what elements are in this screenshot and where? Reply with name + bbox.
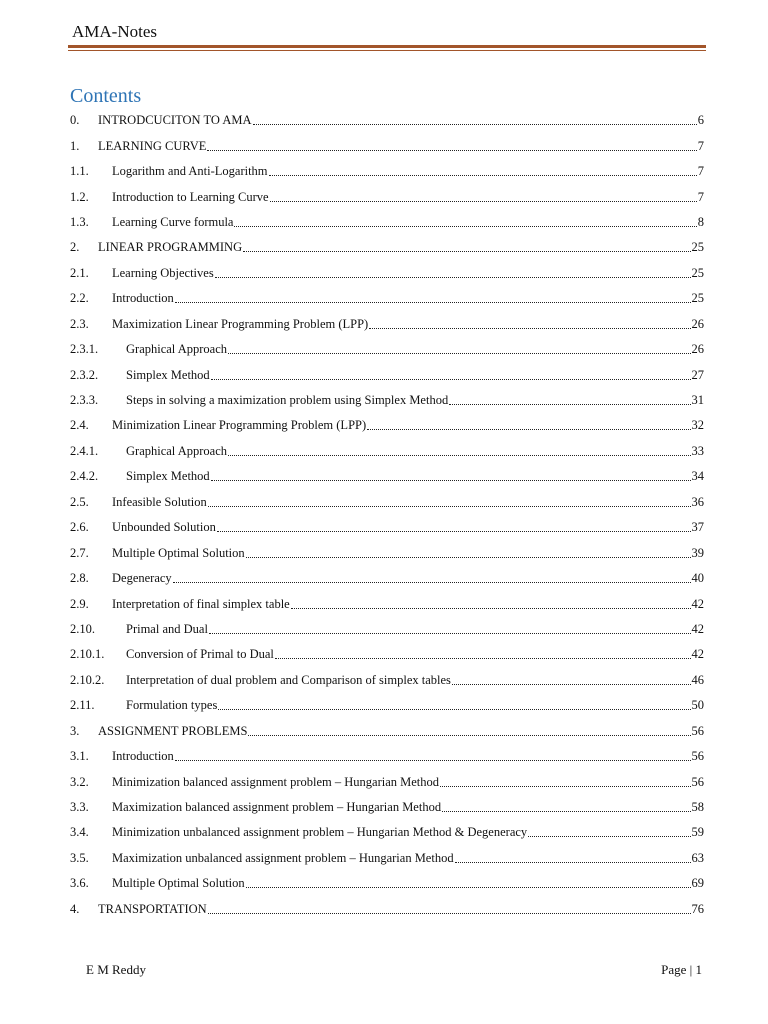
toc-entry-page[interactable]: 69	[691, 876, 704, 891]
header-title: AMA-Notes	[72, 22, 157, 41]
toc-dot-leader	[269, 175, 697, 176]
toc-entry-number: 3.2.	[70, 774, 89, 789]
toc-entry-number: 2.9.	[70, 596, 89, 611]
toc-entry-page[interactable]: 63	[691, 850, 704, 865]
toc-entry-title[interactable]: Learning Objectives	[112, 265, 214, 280]
toc-entry-number: 2.10.2.	[70, 672, 105, 687]
toc-entry-title[interactable]: Maximization balanced assignment problem – Hungarian Method	[112, 800, 442, 815]
toc-entry[interactable]	[70, 617, 704, 642]
toc-dot-leader	[275, 658, 691, 659]
toc-dot-leader	[217, 531, 691, 532]
toc-entry[interactable]	[70, 719, 704, 744]
toc-entry-number: 2.1.	[70, 265, 89, 280]
toc-dot-leader	[208, 506, 691, 507]
toc-entry-number: 4.	[70, 901, 80, 916]
toc-entry-page[interactable]: 8	[697, 214, 704, 229]
toc-dot-leader	[234, 226, 696, 227]
toc-entry[interactable]	[70, 159, 704, 184]
toc-dot-leader	[270, 201, 697, 202]
contents-heading: Contents	[70, 85, 142, 107]
toc-entry-title[interactable]: Graphical Approach	[126, 342, 228, 357]
toc-entry-page[interactable]: 7	[697, 189, 704, 204]
toc-entry-title[interactable]: Simplex Method	[126, 367, 210, 382]
header-rule-thin	[68, 50, 706, 51]
footer-author: E M Reddy	[86, 962, 146, 977]
toc-entry-number: 2.4.2.	[70, 469, 99, 484]
toc-dot-leader	[369, 328, 690, 329]
toc-entry-title[interactable]: Minimization Linear Programming Problem (LPP)	[112, 418, 367, 433]
toc-entry-title[interactable]: Minimization balanced assignment problem – Hungarian Method	[112, 774, 440, 789]
toc-entry-title[interactable]: Interpretation of final simplex table	[112, 596, 290, 611]
toc-entry[interactable]	[70, 540, 704, 565]
toc-entry-title[interactable]: LINEAR PROGRAMMING	[98, 240, 243, 255]
toc-dot-leader	[452, 684, 691, 685]
toc-entry-page[interactable]: 42	[691, 596, 704, 611]
toc-entry-number: 2.5.	[70, 494, 89, 509]
toc-dot-leader	[209, 633, 691, 634]
toc-entry-page[interactable]: 76	[691, 901, 704, 916]
toc-entry-page[interactable]: 56	[691, 723, 704, 738]
toc-entry[interactable]	[70, 108, 704, 133]
toc-entry[interactable]	[70, 286, 704, 311]
toc-entry-title[interactable]: Steps in solving a maximization problem using Simplex Method	[126, 393, 449, 408]
toc-entry-title[interactable]: Multiple Optimal Solution	[112, 545, 245, 560]
toc-entry[interactable]	[70, 897, 704, 922]
toc-entry-page[interactable]: 25	[691, 265, 704, 280]
toc-entry-page[interactable]: 25	[691, 291, 704, 306]
toc-dot-leader	[208, 913, 691, 914]
toc-entry-number: 2.2.	[70, 291, 89, 306]
toc-entry-title[interactable]: Formulation types	[126, 698, 218, 713]
toc-entry-number: 3.	[70, 723, 80, 738]
toc-entry[interactable]	[70, 668, 704, 693]
toc-entry-page[interactable]: 58	[691, 800, 704, 815]
toc-entry-title[interactable]: Graphical Approach	[126, 443, 228, 458]
toc-entry-title[interactable]: Learning Curve formula	[112, 214, 234, 229]
toc-dot-leader	[455, 862, 691, 863]
toc-entry-page[interactable]: 27	[691, 367, 704, 382]
toc-entry-page[interactable]: 26	[691, 342, 704, 357]
toc-entry-page[interactable]: 56	[691, 774, 704, 789]
toc-entry[interactable]	[70, 312, 704, 337]
toc-dot-leader	[291, 608, 691, 609]
toc-entry-title[interactable]: Interpretation of dual problem and Comparison of simplex tables	[126, 672, 451, 687]
toc-dot-leader	[248, 735, 690, 736]
toc-entry[interactable]	[70, 693, 704, 718]
toc-entry-number: 2.	[70, 240, 80, 255]
toc-entry[interactable]	[70, 490, 704, 515]
toc-entry-page[interactable]: 39	[691, 545, 704, 560]
toc-entry-title[interactable]: Maximization unbalanced assignment problem – Hungarian Method	[112, 850, 454, 865]
toc-dot-leader	[218, 709, 690, 710]
toc-entry-number: 0.	[70, 113, 80, 128]
toc-dot-leader	[215, 277, 691, 278]
header-rule	[68, 45, 706, 48]
toc-entry-title[interactable]: Minimization unbalanced assignment problem – Hungarian Method & Degeneracy	[112, 825, 528, 840]
toc-entry[interactable]	[70, 388, 704, 413]
toc-entry-page[interactable]: 46	[691, 672, 704, 687]
toc-entry[interactable]	[70, 184, 704, 209]
toc-entry-number: 2.3.	[70, 316, 89, 331]
toc-entry-title[interactable]: Introduction	[112, 291, 174, 306]
toc-entry-title[interactable]: Multiple Optimal Solution	[112, 876, 245, 891]
toc-entry-title[interactable]: Introduction to Learning Curve	[112, 189, 269, 204]
toc-entry-number: 2.10.1.	[70, 647, 105, 662]
toc-entry-number: 1.2.	[70, 189, 89, 204]
toc-entry-number: 2.10.	[70, 621, 95, 636]
toc-entry-page[interactable]: 25	[691, 240, 704, 255]
toc-entry-number: 3.1.	[70, 749, 89, 764]
toc-entry[interactable]	[70, 133, 704, 158]
toc-entry-title[interactable]: Primal and Dual	[126, 621, 208, 636]
toc-entry-number: 2.4.	[70, 418, 89, 433]
toc-entry-page[interactable]: 59	[691, 825, 704, 840]
toc-entry-number: 2.6.	[70, 520, 89, 535]
toc-entry[interactable]	[70, 566, 704, 591]
toc-entry[interactable]	[70, 439, 704, 464]
toc-dot-leader	[246, 557, 691, 558]
toc-entry-page[interactable]: 34	[691, 469, 704, 484]
toc-entry-number: 3.3.	[70, 800, 89, 815]
toc-entry-number: 3.6.	[70, 876, 89, 891]
toc-dot-leader	[211, 480, 691, 481]
toc-entry-title[interactable]: Unbounded Solution	[112, 520, 216, 535]
toc-entry-page[interactable]: 32	[691, 418, 704, 433]
toc-dot-leader	[175, 760, 691, 761]
toc-entry-page[interactable]: 36	[691, 494, 704, 509]
toc-dot-leader	[253, 124, 697, 125]
toc-dot-leader	[246, 887, 691, 888]
toc-entry[interactable]	[70, 744, 704, 769]
toc-entry-title[interactable]: Simplex Method	[126, 469, 210, 484]
toc-entry[interactable]	[70, 337, 704, 362]
toc-entry-page[interactable]: 6	[697, 113, 704, 128]
toc-entry[interactable]	[70, 769, 704, 794]
toc-entry[interactable]	[70, 235, 704, 260]
toc-dot-leader	[440, 786, 690, 787]
toc-dot-leader	[207, 150, 696, 151]
toc-entry-page[interactable]: 7	[697, 138, 704, 153]
toc-entry[interactable]	[70, 871, 704, 896]
toc-entry[interactable]	[70, 515, 704, 540]
toc-dot-leader	[228, 353, 690, 354]
toc-entry-number: 1.3.	[70, 214, 89, 229]
toc-entry-title[interactable]: Infeasible Solution	[112, 494, 207, 509]
toc-entry-number: 2.3.1.	[70, 342, 99, 357]
toc-entry-number: 2.8.	[70, 571, 89, 586]
toc-dot-leader	[449, 404, 690, 405]
toc-entry-number: 1.	[70, 138, 80, 153]
toc-entry-title[interactable]: TRANSPORTATION	[98, 901, 207, 916]
toc-entry[interactable]	[70, 795, 704, 820]
toc-entry-page[interactable]: 31	[691, 393, 704, 408]
footer-page-number: Page | 1	[661, 962, 702, 977]
toc-entry-number: 2.3.2.	[70, 367, 99, 382]
toc-entry-number: 2.4.1.	[70, 443, 99, 458]
toc-entry[interactable]	[70, 362, 704, 387]
toc-dot-leader	[173, 582, 691, 583]
toc-entry-title[interactable]: Degeneracy	[112, 571, 172, 586]
toc-entry-page[interactable]: 56	[691, 749, 704, 764]
toc-entry-page[interactable]: 42	[691, 621, 704, 636]
toc-entry[interactable]	[70, 413, 704, 438]
toc-entry-number: 3.5.	[70, 850, 89, 865]
toc-dot-leader	[367, 429, 690, 430]
toc-entry-number: 2.7.	[70, 545, 89, 560]
toc-dot-leader	[175, 302, 691, 303]
toc-entry-title[interactable]: Introduction	[112, 749, 174, 764]
toc-entry[interactable]	[70, 464, 704, 489]
toc-entry-page[interactable]: 26	[691, 316, 704, 331]
toc-dot-leader	[528, 836, 690, 837]
toc-entry[interactable]	[70, 642, 704, 667]
toc-dot-leader	[228, 455, 690, 456]
toc-entry[interactable]	[70, 210, 704, 235]
table-of-contents	[70, 108, 704, 922]
toc-entry-page[interactable]: 40	[691, 571, 704, 586]
toc-entry[interactable]	[70, 591, 704, 616]
toc-entry-title[interactable]: ASSIGNMENT PROBLEMS	[98, 723, 248, 738]
toc-entry[interactable]	[70, 820, 704, 845]
toc-entry[interactable]	[70, 261, 704, 286]
toc-entry[interactable]	[70, 846, 704, 871]
toc-entry-title[interactable]: INTRODCUCITON TO AMA	[98, 113, 252, 128]
toc-entry-page[interactable]: 50	[691, 698, 704, 713]
toc-entry-title[interactable]: Logarithm and Anti-Logarithm	[112, 164, 268, 179]
toc-entry-title[interactable]: Maximization Linear Programming Problem (LPP)	[112, 316, 369, 331]
toc-entry-title[interactable]: LEARNING CURVE	[98, 138, 207, 153]
toc-entry-page[interactable]: 42	[691, 647, 704, 662]
toc-entry-number: 3.4.	[70, 825, 89, 840]
toc-entry-number: 2.3.3.	[70, 393, 99, 408]
toc-entry-number: 2.11.	[70, 698, 95, 713]
toc-dot-leader	[442, 811, 690, 812]
toc-dot-leader	[243, 251, 690, 252]
toc-entry-title[interactable]: Conversion of Primal to Dual	[126, 647, 274, 662]
toc-entry-page[interactable]: 37	[691, 520, 704, 535]
toc-entry-page[interactable]: 7	[697, 164, 704, 179]
toc-entry-page[interactable]: 33	[691, 443, 704, 458]
toc-dot-leader	[211, 379, 691, 380]
toc-entry-number: 1.1.	[70, 164, 89, 179]
